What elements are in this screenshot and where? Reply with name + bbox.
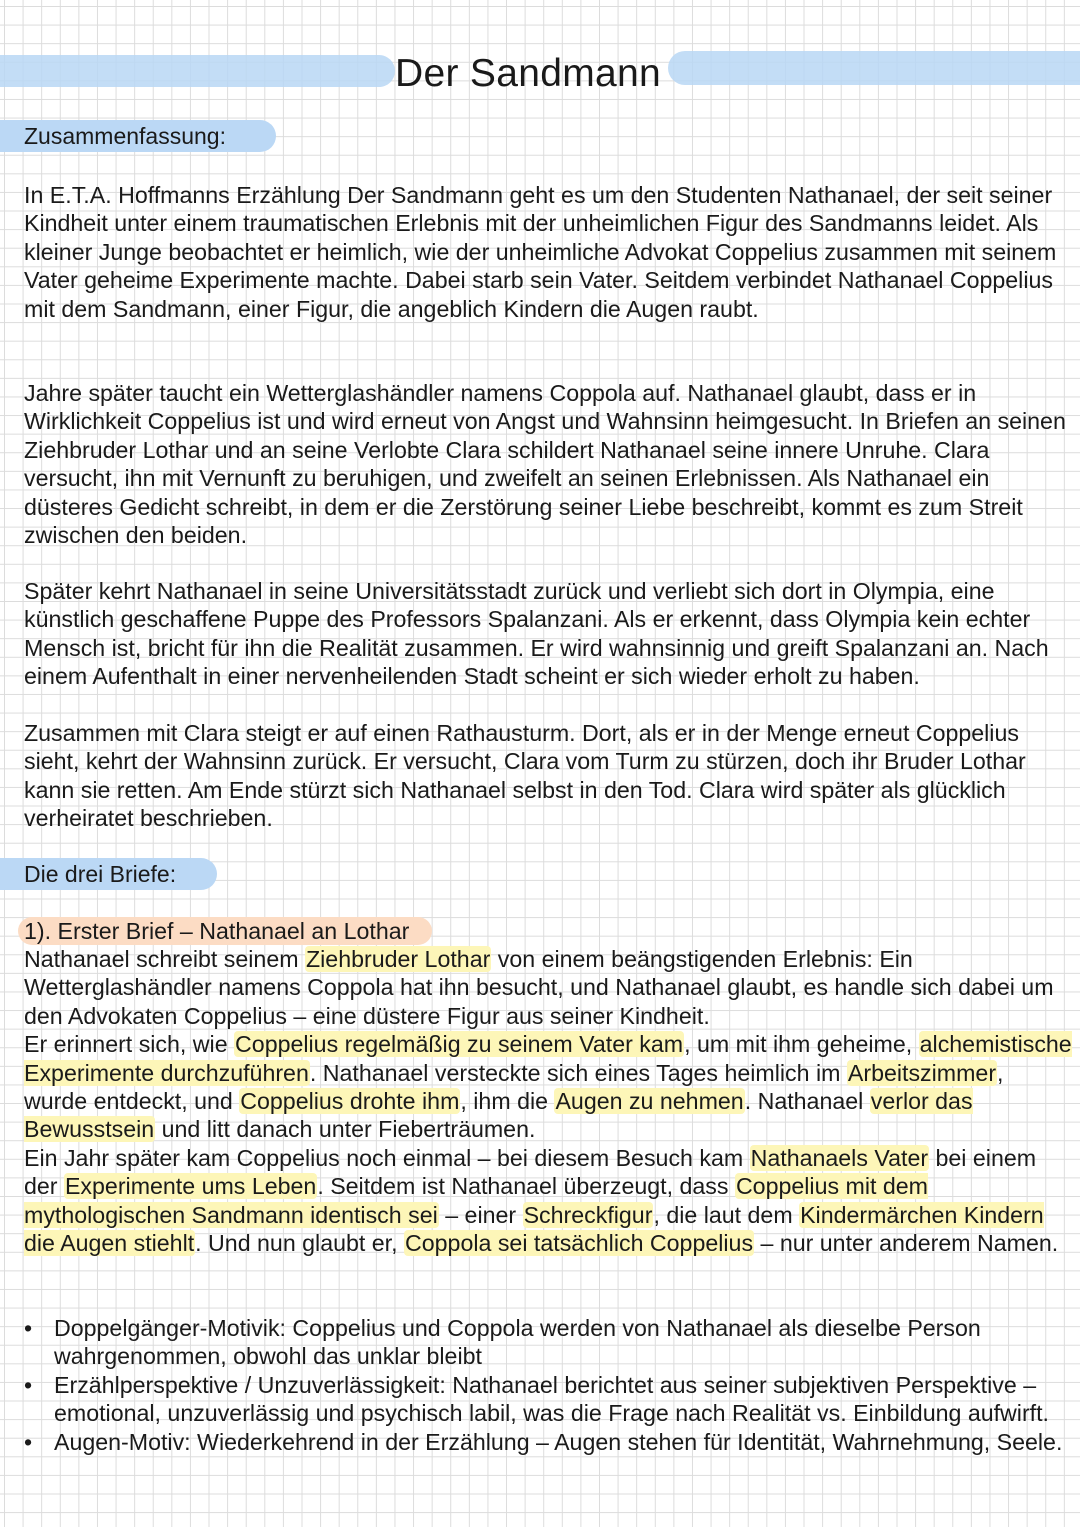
letter-text: , um mit ihm geheime, bbox=[684, 1031, 919, 1058]
analysis-bullet-list bbox=[24, 1314, 1072, 1456]
highlight: Nathanaels Vater bbox=[750, 1144, 929, 1171]
highlight: verlor das Bewusstsein bbox=[24, 1088, 973, 1143]
highlight: Coppelius regelmäßig zu seinem Vater kam bbox=[235, 1031, 684, 1058]
letter-text: und litt danach unter Fieberträumen. bbox=[155, 1116, 536, 1143]
highlight: Augen zu nehmen bbox=[555, 1088, 744, 1115]
highlight: alchemistische Experimente durchzuführen bbox=[24, 1031, 1072, 1086]
letter-text: bei einem der bbox=[24, 1144, 1037, 1200]
letter-text: Er erinnert sich, wie bbox=[24, 1031, 235, 1058]
summary-paragraph-2: Jahre später taucht ein Wetterglashändler namens Coppola auf. Nathanael glaubt, dass er in Wirklichkeit Coppelius ist und wird erneut von Angst und Wahnsinn heimgesucht. In Briefen an seinen Ziehbruder Lothar und an seine Verlobte Clara schildert Nathanael seine innere Unruhe. Clara versucht, ihn mit Vernunft zu beruhigen, und zweifelt an seinen Erlebnissen. Als Nathanael ein düsteres Gedicht schreibt, in dem er die Zerstörung seiner Liebe beschreibt, kommt es zum Streit zwischen den beiden. bbox=[24, 380, 1066, 549]
letter-1-heading: 1). Erster Brief – Nathanael an Lothar bbox=[18, 917, 432, 945]
summary-paragraph-1: In E.T.A. Hoffmanns Erzählung Der Sandmann geht es um den Studenten Nathanael, der seit seiner Kindheit unter einem traumatischen Erlebnis mit der unheimlichen Figur des Sandmanns leidet. Als kleiner Junge beobachtet er heimlich, wie der unheimliche Advokat Coppelius zusammen mit seinem Vater geheime Experimente machte. Dabei starb sein Vater. Seitdem verbindet Nathanael Coppelius mit dem Sandmann, einer Figur, die angeblich Kindern die Augen raubt. bbox=[24, 182, 1057, 322]
bullet-doppelgaenger: • Doppelgänger-Motivik: Coppelius und Coppola werden von Nathanael als dieselbe Person wahrgenommen, obwohl das unklar bleibt bbox=[24, 1314, 1072, 1371]
highlight: Schreckfigur bbox=[523, 1201, 653, 1228]
bullet-augen-motiv: • Augen-Motiv: Wiederkehrend in der Erzählung – Augen stehen für Identität, Wahrnehmung, Seele. bbox=[24, 1428, 1072, 1456]
letter-text: , wurde entdeckt, und bbox=[24, 1059, 1004, 1115]
letter-text: , die laut dem bbox=[653, 1201, 800, 1228]
letter-text: . Und nun glaubt er, bbox=[195, 1230, 405, 1257]
highlight: Coppelius drohte ihm bbox=[240, 1088, 460, 1115]
letter-1-body bbox=[24, 945, 1072, 1257]
letter-text: Ein Jahr später kam Coppelius noch einmal – bei diesem Besuch kam bbox=[24, 1144, 750, 1171]
summary-paragraph-3: Später kehrt Nathanael in seine Universitätsstadt zurück und verliebt sich dort in Olympia, eine künstlich geschaffene Puppe des Professors Spalanzani. Als er erkennt, dass Olympia kein echter Mensch ist, bricht für ihn die Realität zusammen. Er wird wahnsinnig und greift Spalanzani an. Nach einem Aufenthalt in einer nervenheilenden Stadt scheint er sich wieder erholt zu haben. bbox=[24, 578, 1049, 690]
letter-text: – einer bbox=[438, 1201, 523, 1228]
highlight: Coppola sei tatsächlich Coppelius bbox=[405, 1230, 754, 1257]
highlight: Coppelius mit dem mythologischen Sandmann identisch sei bbox=[24, 1173, 928, 1228]
highlight: Ziehbruder Lothar bbox=[305, 946, 491, 972]
highlight: Experimente ums Leben bbox=[64, 1173, 317, 1200]
letter-text: – nur unter anderem Namen. bbox=[754, 1230, 1059, 1257]
letter-text: , ihm die bbox=[460, 1088, 555, 1115]
page-title: Der Sandmann bbox=[395, 52, 661, 95]
section-heading-letters: Die drei Briefe: bbox=[0, 858, 217, 890]
letter-text: . Nathanael bbox=[744, 1088, 870, 1115]
letter-text: . Seitdem ist Nathanael überzeugt, dass bbox=[317, 1173, 735, 1200]
letter-text: von einem beängstigenden Erlebnis: Ein Wetterglashändler namens Coppola hat ihn besucht, und Nathanael glaubt, es handle sich dabei um den Advokaten Coppelius – eine düstere Figur aus seiner Kindheit. bbox=[24, 946, 1054, 1029]
summary-paragraph-4: Zusammen mit Clara steigt er auf einen Rathausturm. Dort, als er in der Menge erneut Coppelius sieht, kehrt der Wahnsinn zurück. Er versucht, Clara vom Turm zu stürzen, doch ihr Bruder Lothar kann sie retten. Am Ende stürzt sich Nathanael selbst in den Tod. Clara wird später als glücklich verheiratet beschrieben. bbox=[24, 720, 1026, 832]
bullet-erzaehlperspektive: • Erzählperspektive / Unzuverlässigkeit: Nathanael berichtet aus seiner subjektiven Perspektive – emotional, unzuverlässig und psychisch labil, was die Frage nach Realität vs. Einbildung aufwirft. bbox=[24, 1371, 1072, 1428]
section-heading-summary: Zusammenfassung: bbox=[0, 120, 276, 152]
letter-text: . Nathanael versteckte sich eines Tages heimlich im bbox=[309, 1059, 847, 1086]
letter-text: Nathanael schreibt seinem bbox=[24, 946, 305, 972]
highlight: Kindermärchen Kindern die Augen stiehlt bbox=[24, 1201, 1044, 1257]
highlight: Arbeitszimmer bbox=[847, 1059, 997, 1086]
